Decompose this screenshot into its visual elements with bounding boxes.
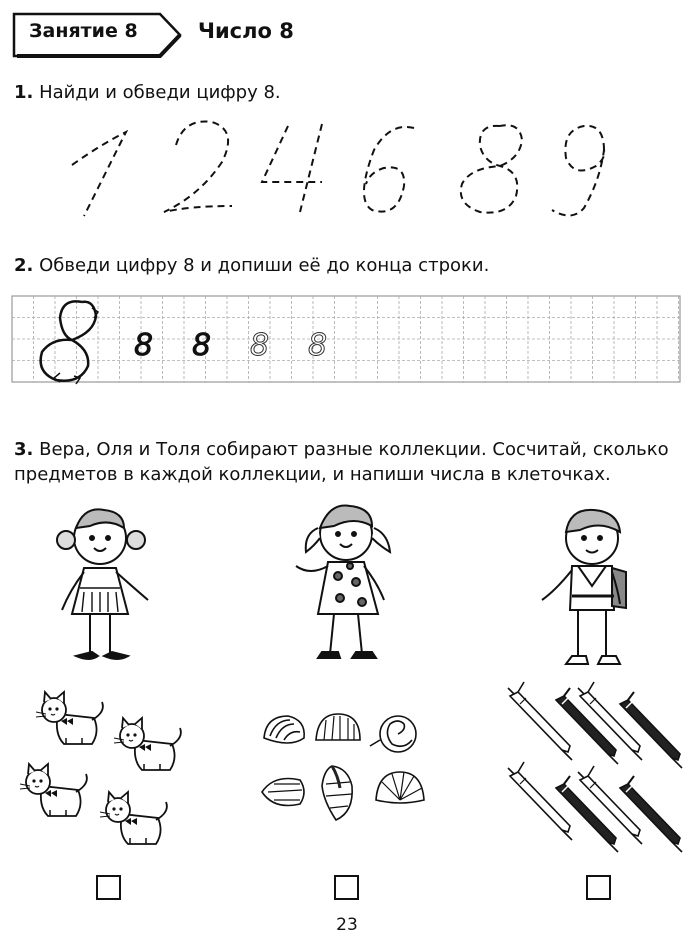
row-digit-8: 8 — [134, 328, 154, 363]
task-3-text: Вера, Оля и Толя собирают разные коллекции. Сосчитай, сколько предметов в каждой коллекции, и напиши числа в клеточках. — [14, 439, 669, 485]
girl-with-pigtails-illustration — [57, 509, 148, 659]
dashed-digit-8 — [461, 125, 522, 212]
cat-collection — [20, 692, 181, 844]
task-2-number: 2. — [14, 255, 34, 276]
seashell-icon — [262, 779, 304, 806]
dashed-digit-4 — [262, 124, 322, 212]
lesson-label: Занятие 8 — [29, 20, 138, 42]
writing-grid — [12, 296, 680, 382]
answer-box-cats[interactable] — [96, 875, 121, 900]
cat-icon — [36, 692, 103, 744]
answer-box-shells[interactable] — [334, 875, 359, 900]
cat-icon — [114, 718, 181, 770]
seashell-icon — [316, 714, 360, 740]
task-3-number: 3. — [14, 439, 34, 460]
seashell-icon — [264, 716, 304, 743]
row-digit-8: 8 — [308, 328, 328, 363]
seashell-icon — [370, 716, 416, 752]
cat-icon — [20, 764, 87, 816]
dashed-digit-6 — [364, 127, 414, 212]
task-1-text: Найди и обведи цифру 8. — [39, 82, 281, 103]
row-digit-8: 8 — [192, 328, 212, 363]
dashed-digit-2 — [164, 121, 232, 212]
pen-icon — [620, 692, 682, 768]
task-2-text: Обведи цифру 8 и допиши её до конца строки. — [39, 255, 490, 276]
task-1-number: 1. — [14, 82, 34, 103]
girl-in-dotted-dress-illustration — [296, 505, 390, 658]
cat-icon — [100, 792, 167, 844]
dashed-digit-1 — [72, 132, 126, 216]
answer-box-pens[interactable] — [586, 875, 611, 900]
seashell-icon — [322, 766, 352, 820]
row-digit-8: 8 — [250, 328, 270, 363]
pen-icon — [508, 682, 572, 760]
boy-with-backpack-illustration — [542, 510, 626, 664]
page-number: 23 — [336, 915, 358, 935]
seashell-collection — [262, 714, 424, 820]
dashed-digit-9 — [552, 126, 604, 216]
topic-title: Число 8 — [198, 19, 294, 43]
pen-icon — [620, 776, 682, 852]
pen-icon — [508, 762, 572, 840]
pen-collection — [508, 682, 682, 852]
seashell-icon — [376, 772, 424, 803]
